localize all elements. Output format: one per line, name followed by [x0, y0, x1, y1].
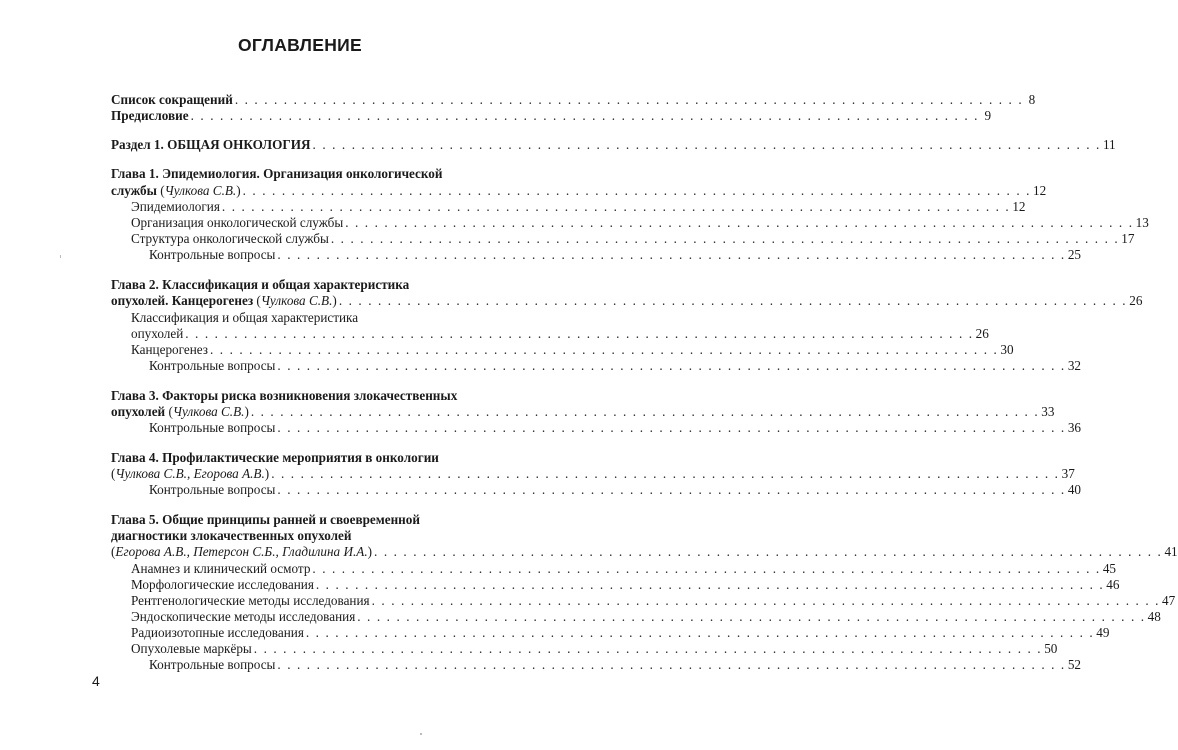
- toc-questions-ch2: [149, 357, 1082, 374]
- toc-section-radioisotope: [131, 624, 1110, 641]
- toc-questions-ch5: [149, 656, 1082, 673]
- toc-section-endoscopy: [131, 608, 1161, 625]
- toc-entry-page: 17: [1121, 231, 1135, 246]
- toc-section-structure: [131, 230, 1135, 247]
- toc-entry-page: 26: [1129, 293, 1143, 308]
- toc-section-classification-line1: [131, 309, 513, 326]
- chapter-title-line: Глава 2. Классификация и общая характеристика: [111, 277, 410, 292]
- toc-entry-page: 36: [1067, 420, 1082, 435]
- dot-leader: . . . . . . . . . . . . . . . . . . . . . . . . . . . . . . . . . . . . . . . . . . . . . . . . . . . . . . . . . . . . . . . . . . . . . . . . . . . . . . . . .: [253, 641, 1043, 656]
- dot-leader: . . . . . . . . . . . . . . . . . . . . . . . . . . . . . . . . . . . . . . . . . . . . . . . . . . . . . . . . . . . . . . . . . . . . . . . . . . . . . . . . .: [234, 92, 1024, 107]
- toc-entry-label: Эпидемиология: [131, 199, 220, 214]
- toc-chapter-5-entry: [111, 543, 1178, 560]
- toc-entry-preface: [111, 107, 992, 124]
- page-heading: ОГЛАВЛЕНИЕ: [237, 35, 363, 55]
- toc-entry-label: Контрольные вопросы: [149, 420, 276, 435]
- chapter-title-line: Глава 3. Факторы риска возникновения злокачественных: [111, 388, 458, 403]
- toc-entry-label: Радиоизотопные исследования: [131, 625, 304, 640]
- toc-entry-label: Контрольные вопросы: [149, 482, 276, 497]
- toc-section-carcinogenesis: [131, 341, 1014, 358]
- toc-entry-label: Опухолевые маркёры: [131, 641, 252, 656]
- toc-entry-label: опухолей. Канцерогенез (Чулкова С.В.): [111, 293, 337, 308]
- toc-entry-label: опухолей (Чулкова С.В.): [111, 404, 249, 419]
- toc-entry-label: Структура онкологической службы: [131, 231, 329, 246]
- toc-chapter-5-title: [111, 511, 513, 528]
- toc-entry-page: 48: [1147, 609, 1161, 624]
- toc-entry-page: 47: [1162, 593, 1176, 608]
- toc-questions-ch1: [149, 246, 1082, 263]
- dot-leader: . . . . . . . . . . . . . . . . . . . . . . . . . . . . . . . . . . . . . . . . . . . . . . . . . . . . . . . . . . . . . . . . . . . . . . . . . . . . . . . . .: [242, 183, 1032, 198]
- toc-entry-label: Эндоскопические методы исследования: [131, 609, 356, 624]
- toc-entry-page: 45: [1102, 561, 1117, 576]
- toc-chapter-3-entry: [111, 403, 1055, 420]
- scan-speck: [60, 255, 61, 258]
- toc-entry-label: Контрольные вопросы: [149, 657, 276, 672]
- dot-leader: . . . . . . . . . . . . . . . . . . . . . . . . . . . . . . . . . . . . . . . . . . . . . . . . . . . . . . . . . . . . . . . . . . . . . . . . . . . . . . . . .: [277, 420, 1066, 435]
- toc-entry-page: 8: [1028, 92, 1036, 107]
- dot-leader: . . . . . . . . . . . . . . . . . . . . . . . . . . . . . . . . . . . . . . . . . . . . . . . . . . . . . . . . . . . . . . . . . . . . . . . . . . . . . . . . .: [277, 358, 1066, 373]
- toc-chapter-1-title: [111, 165, 513, 182]
- toc-entry-page: 46: [1106, 577, 1120, 592]
- dot-leader: . . . . . . . . . . . . . . . . . . . . . . . . . . . . . . . . . . . . . . . . . . . . . . . . . . . . . . . . . . . . . . . . . . . . . . . . . . . . . . . . .: [338, 293, 1128, 308]
- toc-chapter-2-title: [111, 276, 513, 293]
- toc-entry-label: опухолей: [131, 326, 184, 341]
- dot-leader: . . . . . . . . . . . . . . . . . . . . . . . . . . . . . . . . . . . . . . . . . . . . . . . . . . . . . . . . . . . . . . . . . . . . . . . . . . . . . . . . .: [185, 326, 974, 341]
- dot-leader: . . . . . . . . . . . . . . . . . . . . . . . . . . . . . . . . . . . . . . . . . . . . . . . . . . . . . . . . . . . . . . . . . . . . . . . . . . . . . . . . .: [190, 108, 980, 123]
- toc-entry-label: службы (Чулкова С.В.): [111, 183, 241, 198]
- toc-entry-page: 50: [1044, 641, 1058, 656]
- dot-leader: . . . . . . . . . . . . . . . . . . . . . . . . . . . . . . . . . . . . . . . . . . . . . . . . . . . . . . . . . . . . . . . . . . . . . . . . . . . . . . . . .: [221, 199, 1011, 214]
- chapter-title-line: диагностики злокачественных опухолей: [111, 528, 352, 543]
- toc-entry-label: Контрольные вопросы: [149, 247, 276, 262]
- toc-section-anamnesis: [131, 560, 1117, 577]
- chapter-authors: Егорова А.В., Петерсон С.Б., Гладилина И.А.: [115, 544, 368, 559]
- toc-section-epidemiology: [131, 198, 1026, 215]
- toc-entry-page: 9: [984, 108, 992, 123]
- dot-leader: . . . . . . . . . . . . . . . . . . . . . . . . . . . . . . . . . . . . . . . . . . . . . . . . . . . . . . . . . . . . . . . . . . . . . . . . . . . . . . . . .: [271, 466, 1060, 481]
- toc-entry-page: 52: [1067, 657, 1082, 672]
- chapter-authors: Чулкова С.В.: [260, 293, 333, 308]
- toc-entry-label: Классификация и общая характеристика: [131, 310, 359, 325]
- dot-leader: . . . . . . . . . . . . . . . . . . . . . . . . . . . . . . . . . . . . . . . . . . . . . . . . . . . . . . . . . . . . . . . . . . . . . . . . . . . . . . . . .: [250, 404, 1040, 419]
- toc-chapter-4-title: [111, 449, 513, 466]
- toc-entry-page: 49: [1096, 625, 1110, 640]
- toc-entry-label: Морфологические исследования: [131, 577, 314, 592]
- dot-leader: . . . . . . . . . . . . . . . . . . . . . . . . . . . . . . . . . . . . . . . . . . . . . . . . . . . . . . . . . . . . . . . . . . . . . . . . . . . . . . . . .: [277, 247, 1066, 262]
- toc-entry-abbreviations: [111, 91, 1036, 108]
- toc-questions-ch3: [149, 419, 1082, 436]
- toc-entry-label: Контрольные вопросы: [149, 358, 276, 373]
- toc-section-organization: [131, 214, 1149, 231]
- toc-entry-label: Организация онкологической службы: [131, 215, 344, 230]
- chapter-authors: Чулкова С.В.: [164, 183, 237, 198]
- toc-entry-label: Рентгенологические методы исследования: [131, 593, 370, 608]
- dot-leader: . . . . . . . . . . . . . . . . . . . . . . . . . . . . . . . . . . . . . . . . . . . . . . . . . . . . . . . . . . . . . . . . . . . . . . . . . . . . . . . . .: [374, 544, 1163, 559]
- toc-entry-page: 13: [1135, 215, 1149, 230]
- chapter-title-line: Глава 4. Профилактические мероприятия в онкологии: [111, 450, 439, 465]
- toc-entry-page: 26: [975, 326, 989, 341]
- toc-chapter-5-title-line2: [111, 527, 513, 544]
- dot-leader: . . . . . . . . . . . . . . . . . . . . . . . . . . . . . . . . . . . . . . . . . . . . . . . . . . . . . . . . . . . . . . . . . . . . . . . . . . . . . . . . .: [315, 577, 1105, 592]
- toc-entry-label: Анамнез и клинический осмотр: [131, 561, 311, 576]
- toc-entry-label: Предисловие: [111, 108, 189, 123]
- toc-section-tumor-markers: [131, 640, 1058, 657]
- chapter-title-line: Глава 5. Общие принципы ранней и своевременной: [111, 512, 420, 527]
- toc-entry-page: 11: [1102, 137, 1116, 152]
- chapter-authors: Чулкова С.В.: [172, 404, 245, 419]
- toc-chapter-1-entry: [111, 182, 1047, 199]
- toc-chapter-4-entry: [111, 465, 1075, 482]
- chapter-authors: Чулкова С.В., Егорова А.В.: [115, 466, 265, 481]
- toc-entry-page: 12: [1033, 183, 1047, 198]
- toc-section-radiology: [131, 592, 1176, 609]
- toc-entry-label: Список сокращений: [111, 92, 233, 107]
- page-number: 4: [92, 673, 100, 689]
- toc-entry-page: 40: [1067, 482, 1082, 497]
- toc-entry-page: 33: [1041, 404, 1055, 419]
- toc-entry-page: 37: [1061, 466, 1075, 481]
- toc-entry-page: 32: [1067, 358, 1082, 373]
- toc-part-1: [111, 136, 1116, 153]
- toc-entry-page: 30: [1000, 342, 1014, 357]
- toc-entry-page: 25: [1067, 247, 1082, 262]
- dot-leader: . . . . . . . . . . . . . . . . . . . . . . . . . . . . . . . . . . . . . . . . . . . . . . . . . . . . . . . . . . . . . . . . . . . . . . . . . . . . . . . . .: [330, 231, 1120, 246]
- dot-leader: . . . . . . . . . . . . . . . . . . . . . . . . . . . . . . . . . . . . . . . . . . . . . . . . . . . . . . . . . . . . . . . . . . . . . . . . . . . . . . . . .: [277, 657, 1066, 672]
- toc-entry-page: 41: [1164, 544, 1178, 559]
- toc-entry-label: Канцерогенез: [131, 342, 208, 357]
- dot-leader: . . . . . . . . . . . . . . . . . . . . . . . . . . . . . . . . . . . . . . . . . . . . . . . . . . . . . . . . . . . . . . . . . . . . . . . . . . . . . . . . .: [277, 482, 1066, 497]
- dot-leader: . . . . . . . . . . . . . . . . . . . . . . . . . . . . . . . . . . . . . . . . . . . . . . . . . . . . . . . . . . . . . . . . . . . . . . . . . . . . . . . . .: [312, 137, 1101, 152]
- chapter-title-line: Глава 1. Эпидемиология. Организация онкологической: [111, 166, 443, 181]
- toc-entry-label: (Егорова А.В., Петерсон С.Б., Гладилина И.А.): [111, 544, 373, 559]
- toc-section-morphology: [131, 576, 1120, 593]
- dot-leader: . . . . . . . . . . . . . . . . . . . . . . . . . . . . . . . . . . . . . . . . . . . . . . . . . . . . . . . . . . . . . . . . . . . . . . . . . . . . . . . . .: [210, 342, 999, 357]
- dot-leader: . . . . . . . . . . . . . . . . . . . . . . . . . . . . . . . . . . . . . . . . . . . . . . . . . . . . . . . . . . . . . . . . . . . . . . . . . . . . . . . . .: [312, 561, 1101, 576]
- toc-chapter-2-entry: [111, 292, 1143, 309]
- toc-entry-label: Раздел 1. ОБЩАЯ ОНКОЛОГИЯ: [111, 137, 311, 152]
- toc-entry-label: (Чулкова С.В., Егорова А.В.): [111, 466, 270, 481]
- toc-section-classification: [131, 325, 989, 342]
- toc-entry-page: 12: [1012, 199, 1026, 214]
- dot-leader: . . . . . . . . . . . . . . . . . . . . . . . . . . . . . . . . . . . . . . . . . . . . . . . . . . . . . . . . . . . . . . . . . . . . . . . . . . . . . . . . .: [305, 625, 1095, 640]
- scan-speck: [420, 733, 422, 735]
- dot-leader: . . . . . . . . . . . . . . . . . . . . . . . . . . . . . . . . . . . . . . . . . . . . . . . . . . . . . . . . . . . . . . . . . . . . . . . . . . . . . . . . .: [357, 609, 1146, 624]
- dot-leader: . . . . . . . . . . . . . . . . . . . . . . . . . . . . . . . . . . . . . . . . . . . . . . . . . . . . . . . . . . . . . . . . . . . . . . . . . . . . . . . . .: [371, 593, 1161, 608]
- dot-leader: . . . . . . . . . . . . . . . . . . . . . . . . . . . . . . . . . . . . . . . . . . . . . . . . . . . . . . . . . . . . . . . . . . . . . . . . . . . . . . . . .: [345, 215, 1134, 230]
- toc-questions-ch4: [149, 481, 1082, 498]
- toc-chapter-3-title: [111, 387, 513, 404]
